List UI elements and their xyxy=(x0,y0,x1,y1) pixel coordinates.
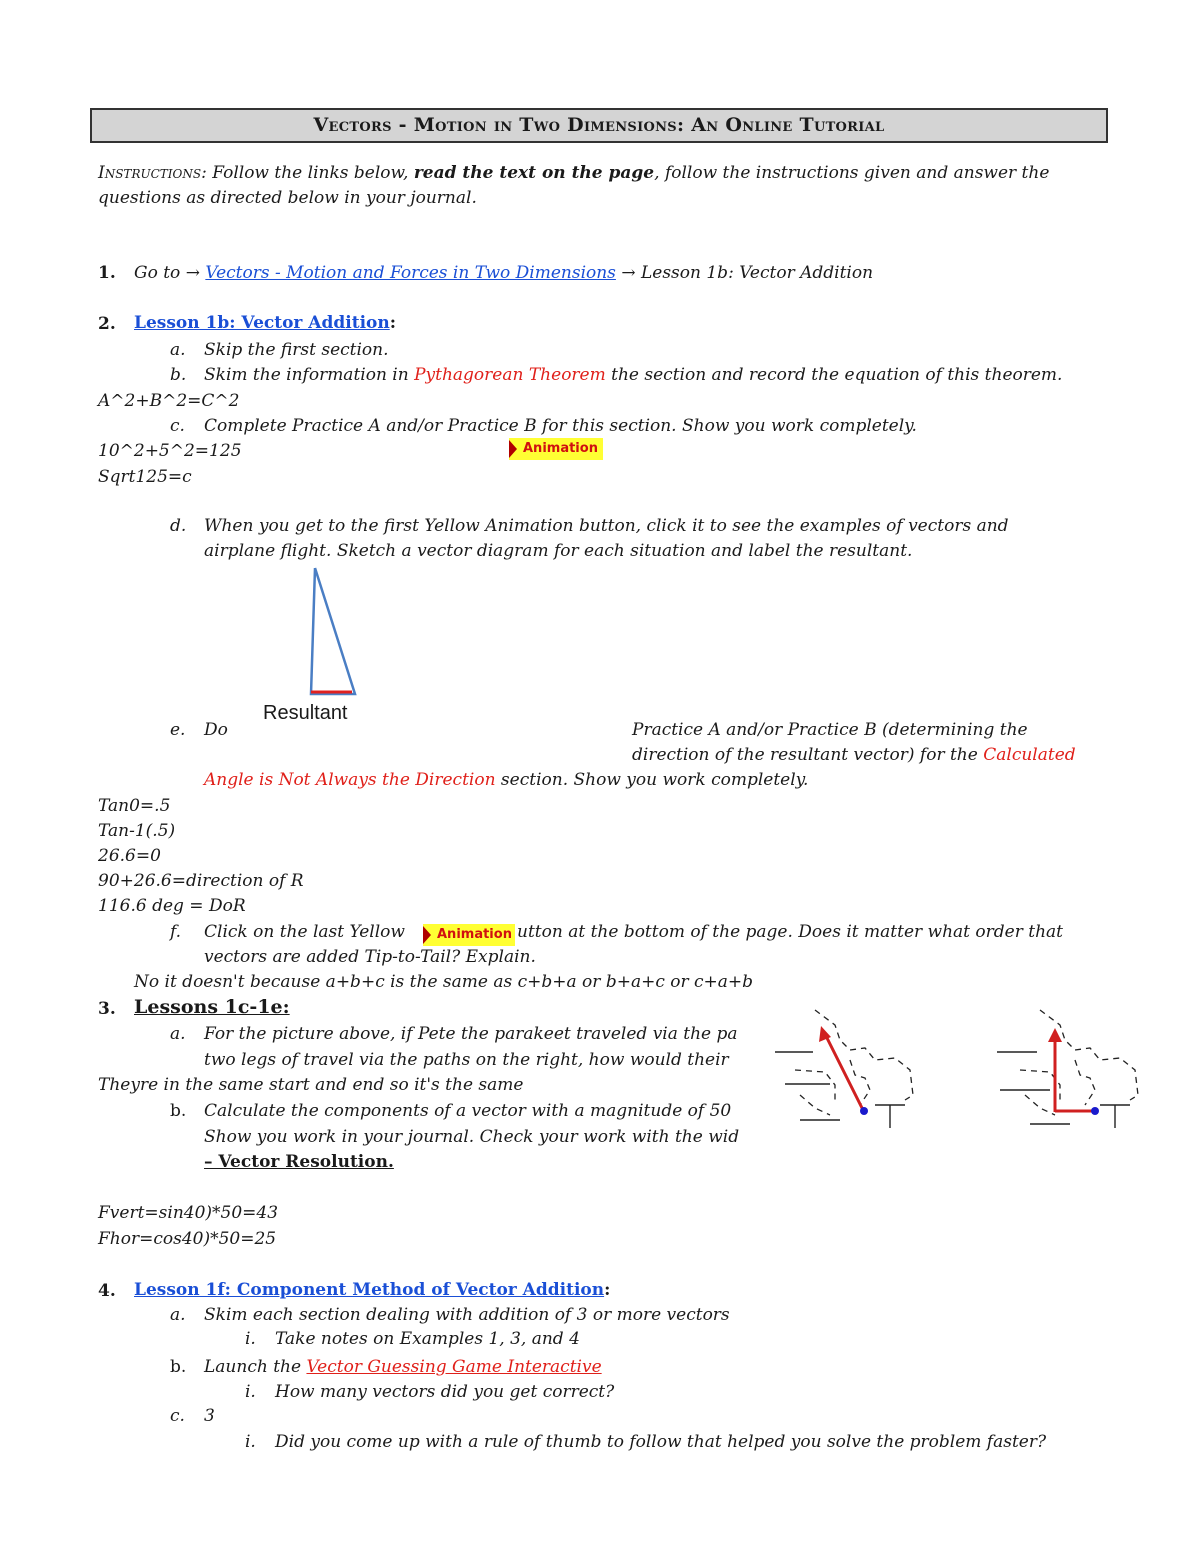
lesson-1f-link[interactable]: Lesson 1f: Component Method of Vector Addition xyxy=(134,1280,605,1300)
letter-b: b. xyxy=(170,365,187,385)
item2-f1-pre: Click on the last Yellow xyxy=(204,922,405,942)
answer-e3: 26.6=0 xyxy=(98,846,161,866)
item2-heading: Lesson 1b: Vector Addition: xyxy=(134,313,397,333)
item2-number: 2. xyxy=(98,314,116,334)
item2-e-do: Do xyxy=(204,720,228,740)
answer-e5: 116.6 deg = DoR xyxy=(98,896,246,916)
triangle-sides xyxy=(311,568,355,694)
item3-b3 xyxy=(204,1152,394,1172)
letter-a: a. xyxy=(170,1305,186,1325)
letter-b: b. xyxy=(170,1101,187,1121)
instructions-label: Instructions: xyxy=(98,163,207,183)
parakeet-diagram-right xyxy=(985,1000,1150,1135)
item2-c: Complete Practice A and/or Practice B for this section. Show you work completely. xyxy=(204,416,917,436)
item2-d1: When you get to the first Yellow Animation button, click it to see the examples of vectors and xyxy=(204,516,1009,536)
answer-f: No it doesn't because a+b+c is the same as c+b+a or b+a+c or c+a+b xyxy=(134,972,754,992)
item3-b1: Calculate the components of a vector with a magnitude of 50 xyxy=(204,1101,732,1121)
item2-f2: vectors are added Tip-to-Tail? Explain. xyxy=(204,947,536,967)
animation-button[interactable]: Animation xyxy=(509,438,603,460)
item4-a: Skim each section dealing with addition of 3 or more vectors xyxy=(204,1305,730,1325)
answer-e2: Tan-1(.5) xyxy=(98,821,176,841)
item2-e2: direction of the resultant vector) for the Calculated xyxy=(632,745,1076,765)
item2-f1-post: utton at the bottom of the page. Does it matter what order that xyxy=(517,922,1063,942)
vector-sketch xyxy=(300,560,370,700)
resultant-arrow xyxy=(825,1034,863,1110)
play-arrow-icon xyxy=(423,926,431,944)
instructions-line1: Instructions: Follow the links below, read the text on the page, follow the instructions given and answer the xyxy=(98,163,1050,183)
vector-resolution-link[interactable]: – Vector Resolution. xyxy=(204,1152,394,1172)
answer-3b1: Fvert=sin40)*50=43 xyxy=(98,1203,279,1223)
letter-d: d. xyxy=(170,516,187,536)
answer-b: A^2+B^2=C^2 xyxy=(98,391,240,411)
pythagorean-link[interactable]: Pythagorean Theorem xyxy=(414,365,606,385)
item2-a: Skip the first section. xyxy=(204,340,389,360)
item3-heading: Lessons 1c-1e: xyxy=(134,996,290,1018)
instructions-line2: questions as directed below in your journal. xyxy=(98,188,477,208)
letter-a: a. xyxy=(170,340,186,360)
item4-a-i: Take notes on Examples 1, 3, and 4 xyxy=(275,1329,580,1349)
vectors-link[interactable]: Vectors - Motion and Forces in Two Dimensions xyxy=(205,263,616,283)
letter-a: a. xyxy=(170,1024,186,1044)
roman-i: i. xyxy=(245,1382,256,1402)
answer-e1: Tan0=.5 xyxy=(98,796,171,816)
item3-b2: Show you work in your journal. Check your work with the wid xyxy=(204,1127,740,1147)
item2-e3: Angle is Not Always the Direction section. Show you work completely. xyxy=(204,770,809,790)
answer-3b2: Fhor=cos40)*50=25 xyxy=(98,1229,277,1249)
item4-b: Launch the Vector Guessing Game Interactive xyxy=(204,1357,602,1377)
resultant-label: Resultant xyxy=(263,702,348,724)
animation-button-last[interactable]: Animation xyxy=(423,924,515,946)
answer-c1: 10^2+5^2=125 xyxy=(98,441,242,461)
item2-e1: Practice A and/or Practice B (determining the xyxy=(632,720,1028,740)
letter-c: c. xyxy=(170,416,185,436)
letter-f: f. xyxy=(170,922,182,942)
item1-line: Go to → Vectors - Motion and Forces in Two Dimensions → Lesson 1b: Vector Addition xyxy=(134,263,874,283)
play-arrow-icon xyxy=(509,440,517,458)
answer-c2: Sqrt125=c xyxy=(98,467,192,487)
item2-b: Skim the information in Pythagorean Theorem the section and record the equation of this theorem. xyxy=(204,365,1063,385)
item2-d2: airplane flight. Sketch a vector diagram for each situation and label the resultant. xyxy=(204,541,913,561)
item1-number: 1. xyxy=(98,263,116,283)
parakeet-diagram-left xyxy=(755,1000,925,1135)
item4-c: 3 xyxy=(204,1406,215,1426)
roman-i: i. xyxy=(245,1432,256,1452)
start-point xyxy=(1091,1107,1099,1115)
answer-3a: Theyre in the same start and end so it's the same xyxy=(98,1075,524,1095)
calculated-angle-link[interactable]: Calculated xyxy=(983,745,1076,765)
start-point xyxy=(860,1107,868,1115)
item3-a1: For the picture above, if Pete the parakeet traveled via the pa xyxy=(204,1024,738,1044)
letter-c: c. xyxy=(170,1406,185,1426)
page-title: Vectors - Motion in Two Dimensions: An Online Tutorial xyxy=(90,108,1108,143)
item4-b-i: How many vectors did you get correct? xyxy=(275,1382,615,1402)
roman-i: i. xyxy=(245,1329,256,1349)
item4-c-i: Did you come up with a rule of thumb to follow that helped you solve the problem faster? xyxy=(275,1432,1047,1452)
item3-a2: two legs of travel via the paths on the right, how would their xyxy=(204,1050,729,1070)
arrow-icon: → xyxy=(621,263,636,283)
vector-guessing-game-link[interactable]: Vector Guessing Game Interactive xyxy=(306,1357,602,1377)
arrow-head-icon xyxy=(1048,1028,1062,1042)
answer-e4: 90+26.6=direction of R xyxy=(98,871,304,891)
lesson-1b-link[interactable]: Lesson 1b: Vector Addition xyxy=(134,313,390,333)
letter-b: b. xyxy=(170,1357,187,1377)
item4-heading: Lesson 1f: Component Method of Vector Addition: xyxy=(134,1280,611,1300)
item4-number: 4. xyxy=(98,1281,116,1301)
item3-number: 3. xyxy=(98,999,116,1019)
arrow-icon: → xyxy=(185,263,200,283)
letter-e: e. xyxy=(170,720,186,740)
calculated-angle-link-cont[interactable]: Angle is Not Always the Direction xyxy=(204,770,496,790)
